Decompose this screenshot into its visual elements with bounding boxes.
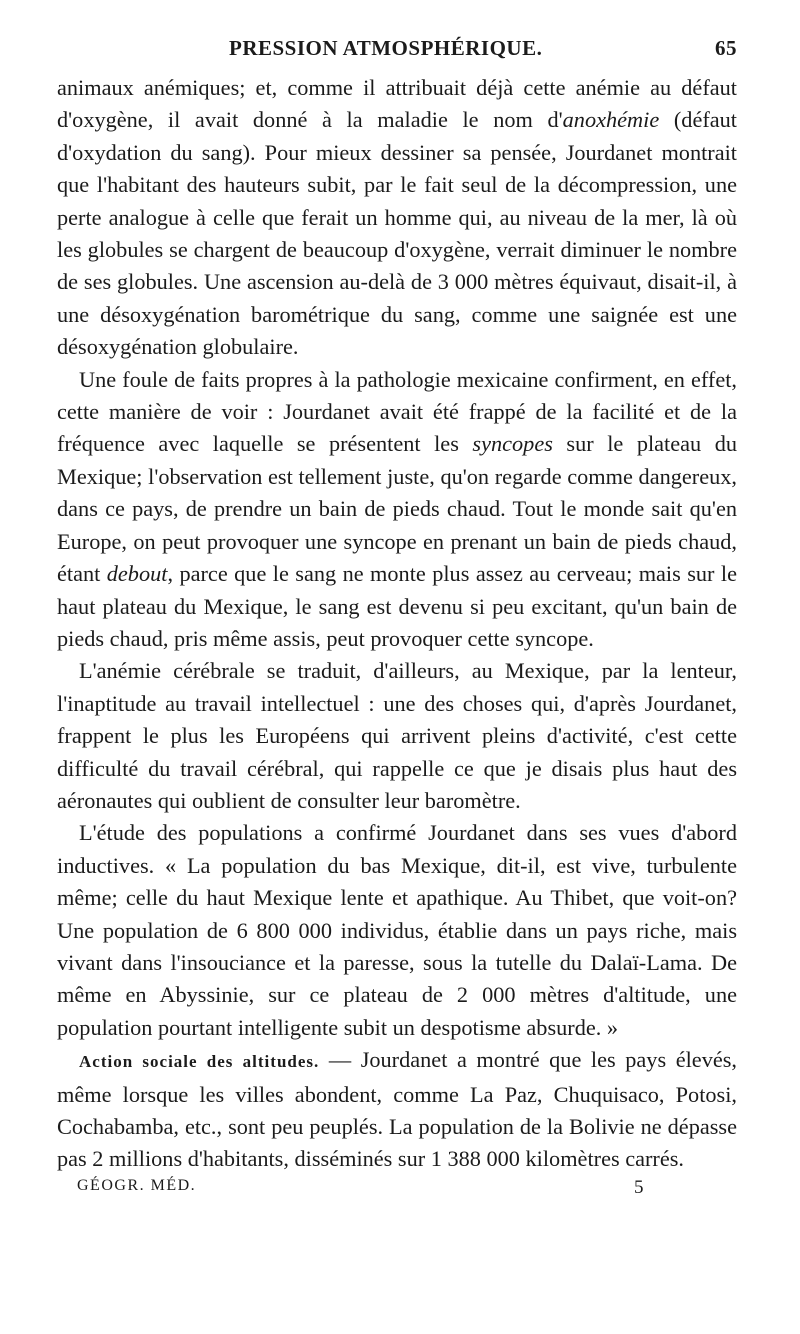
paragraph-2 xyxy=(57,364,737,656)
paragraph-3 xyxy=(57,655,737,817)
text-run: Une foule de faits propres à la pathologie mexicaine confirment, en effet, cette manière de voir : Jourdanet avait été frappé de la facilité et de la fréquence avec laquelle se présentent les xyxy=(57,366,737,457)
running-head-title: PRESSION ATMOSPHÉRIQUE. xyxy=(229,36,543,60)
book-page xyxy=(57,36,737,1207)
text-run: L'anémie cérébrale se traduit, d'ailleurs, au Mexique, par la lenteur, l'inaptitude au travail intellectuel : une des choses qui, d'après Jourdanet, frappent le plus les Européens qui arrivent pleins d'activité, c'est cette difficulté du travail cérébral, qui rappelle ce que je disais plus haut des aéronautes qui oublient de consulter leur baromètre. xyxy=(57,658,737,813)
text-run: — Jourdanet a montré que les pays élevés, même lorsque les villes abondent, comme La Paz, Chuquisaco, Potosi, Cochabamba, etc., sont peu peuplés. La population de la Bolivie ne dépasse pas 2 millions d'habitants, disséminés sur 1 388 000 kilomètres carrés. xyxy=(57,1047,737,1172)
paragraph-5 xyxy=(57,1044,737,1176)
text-run: L'étude des populations a confirmé Jourdanet dans ses vues d'abord inductives. « La population du bas Mexique, dit-il, est vive, turbulente même; celle du haut Mexique lente et apathique. Au Thibet, que voit-on? Une population de 6 800 000 individus, établie dans un pays riche, mais vivant dans l'insouciance et la paresse, sous la tutelle du Dalaï-Lama. De même en Abyssinie, sur ce plateau de 2 000 mètres d'altitude, une population pourtant intelligente subit un despotisme absurde. » xyxy=(57,820,737,1040)
text-run: , parce que le sang ne monte plus assez au cerveau; mais sur le haut plateau du Mexique, le sang est devenu si peu excitant, qu'un bain de pieds chaud, pris même assis, peut provoquer cette syncope. xyxy=(57,561,737,651)
signature-line xyxy=(57,1177,737,1207)
paragraph-4 xyxy=(57,817,737,1044)
text-run: (défaut d'oxydation du sang). Pour mieux dessiner sa pensée, Jourdanet montrait que l'habitant des hauteurs subit, par le fait seul de la décompression, une perte analogue à celle que ferait un homme qui, au niveau de la mer, là où les globules se chargent de beaucoup d'oxygène, verrait diminuer le nombre de ses globules. Une ascension au-delà de 3 000 mètres équivaut, disait-il, à une désoxygénation barométrique du sang, comme une saignée est une désoxygénation globulaire. xyxy=(57,107,738,360)
text-run: animaux anémiques; et, comme il attribuait déjà cette anémie au défaut d'oxygène, il avait donné à la maladie le nom d' xyxy=(57,75,737,133)
signature-mark: GÉOGR. MÉD. xyxy=(77,1176,197,1194)
running-head xyxy=(57,36,737,66)
signature-number: 5 xyxy=(634,1176,644,1198)
section-heading: Action sociale des altitudes. xyxy=(79,1052,320,1072)
paragraph-1 xyxy=(57,72,737,364)
text-run: sur le plateau du Mexique; l'observation est tellement juste, qu'on regarde comme dangereux, dans ce pays, de prendre un bain de pieds chaud. Tout le monde sait qu'en Europe, on peut provoquer une syncope en prenant un bain de pieds chaud, étant xyxy=(57,431,738,587)
italic-term: anoxhémie xyxy=(562,107,660,133)
italic-term: syncopes xyxy=(472,431,553,457)
italic-term: debout xyxy=(106,561,168,587)
page-number: 65 xyxy=(715,36,737,60)
body-text xyxy=(57,72,737,1176)
